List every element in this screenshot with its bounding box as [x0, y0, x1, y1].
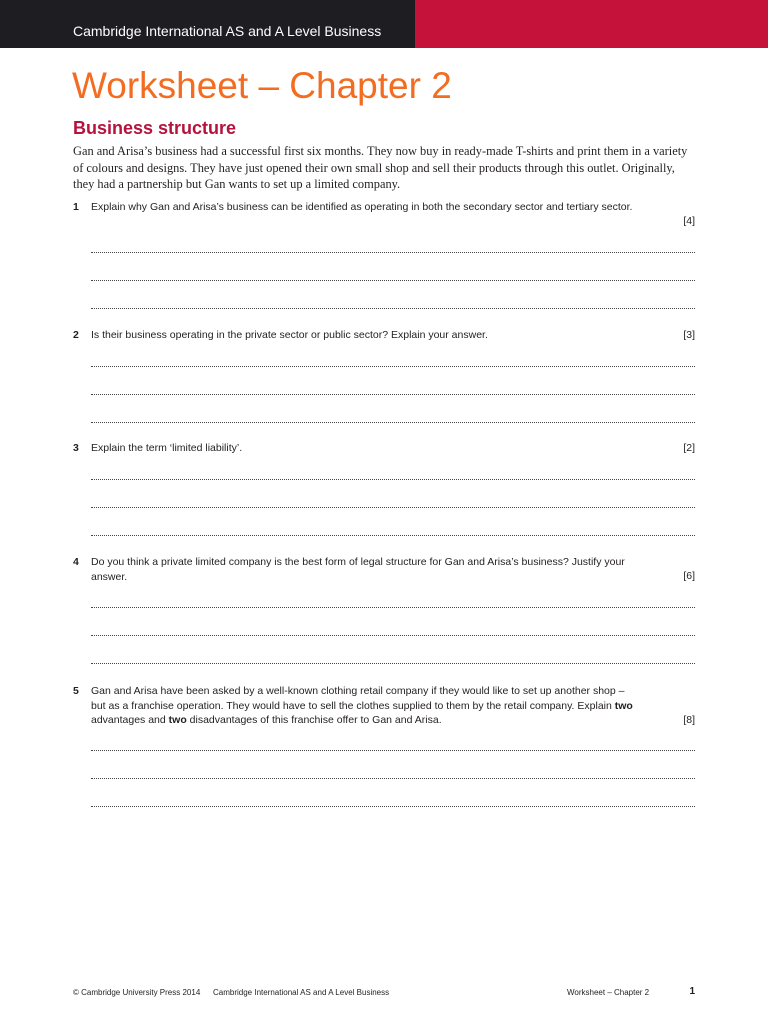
footer-worksheet-title: Worksheet – Chapter 2: [567, 988, 650, 997]
answer-line[interactable]: [91, 422, 695, 423]
answer-line[interactable]: [91, 806, 695, 807]
answer-line[interactable]: [91, 778, 695, 779]
answer-line[interactable]: [91, 507, 695, 508]
question-number: 2: [73, 329, 79, 341]
answer-line[interactable]: [91, 663, 695, 664]
footer-copyright: © Cambridge University Press 2014: [73, 988, 201, 997]
question-marks: [2]: [683, 442, 695, 454]
emphasis-two: two: [614, 699, 633, 712]
answer-line[interactable]: [91, 308, 695, 309]
question-number: 4: [73, 556, 79, 568]
header-accent-panel: [415, 0, 768, 48]
page-number: 1: [689, 986, 695, 997]
header-title: Cambridge International AS and A Level Business: [73, 23, 382, 39]
section-title: Business structure: [73, 118, 237, 138]
answer-line[interactable]: [91, 750, 695, 751]
question-text: Gan and Arisa have been asked by a well-known clothing retail company if they would like to set up another shop – but as a franchise operation. They would have to sell the clothes supplied to them by the retail company. Explain two advantages and two disadvantages of this franchise offer to Gan and Arisa.: [91, 685, 633, 726]
question-text: Do you think a private limited company is the best form of legal structure for Gan and Arisa’s business? Justify your answer.: [91, 556, 625, 583]
emphasis-two: two: [168, 714, 187, 726]
question-marks: [3]: [683, 329, 695, 341]
question-text: Explain why Gan and Arisa’s business can be identified as operating in both the secondary sector and tertiary sector.: [91, 201, 633, 213]
answer-line[interactable]: [91, 280, 695, 281]
answer-line[interactable]: [91, 366, 695, 367]
question-number: 1: [73, 201, 79, 213]
page-title: Worksheet – Chapter 2: [72, 65, 452, 106]
footer-book-title: Cambridge International AS and A Level Business: [213, 988, 390, 997]
question-number: 3: [73, 442, 79, 454]
answer-line[interactable]: [91, 535, 695, 536]
answer-line[interactable]: [91, 394, 695, 395]
question-text: Is their business operating in the private sector or public sector? Explain your answer.: [91, 329, 488, 341]
answer-line[interactable]: [91, 635, 695, 636]
intro-paragraph: Gan and Arisa’s business had a successful first six months. They now buy in ready-made T-shirts and print them in a variety of colours and designs. They have just opened their own small shop and sell their products through this outlet. Originally, they had a partnership but Gan wants to set up a limited company.: [73, 144, 688, 191]
header-bar: [0, 0, 768, 48]
question-marks: [8]: [683, 714, 695, 726]
question-number: 5: [73, 685, 79, 697]
answer-line[interactable]: [91, 607, 695, 608]
question-marks: [4]: [683, 215, 695, 227]
answer-line[interactable]: [91, 252, 695, 253]
question-marks: [6]: [683, 570, 695, 582]
question-text: Explain the term ‘limited liability’.: [91, 442, 243, 454]
answer-line[interactable]: [91, 479, 695, 480]
